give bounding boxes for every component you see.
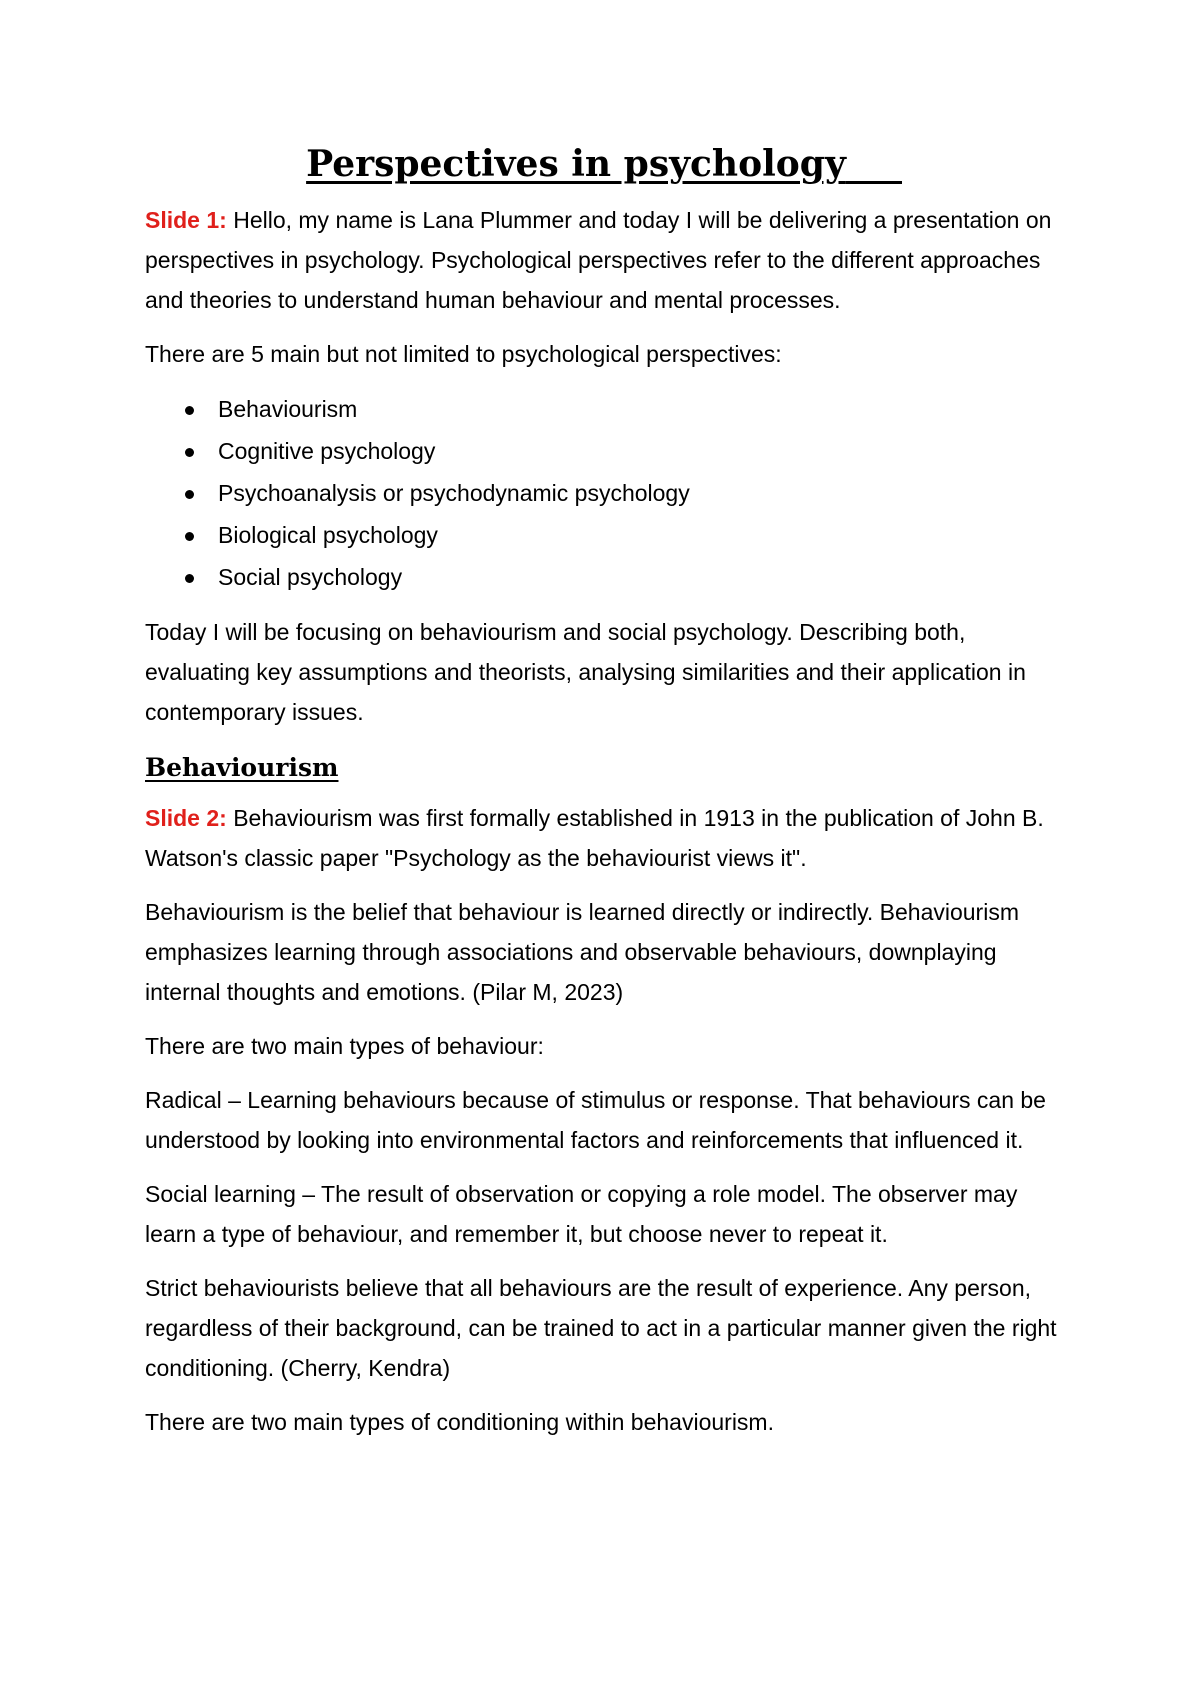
list-item-text: Behaviourism bbox=[218, 396, 358, 422]
behaviourism-heading: Behaviourism bbox=[145, 753, 339, 782]
bullet-icon bbox=[185, 490, 194, 499]
types-intro-paragraph: There are two main types of behaviour: bbox=[145, 1033, 544, 1059]
bullet-icon bbox=[185, 532, 194, 541]
social-learning-paragraph: Social learning – The result of observation or copying a role model. The observer may learn a type of behaviour, and remember it, but choose never to repeat it. bbox=[145, 1181, 1018, 1247]
list-item bbox=[145, 388, 1065, 430]
strict-behaviourists-paragraph: Strict behaviourists believe that all behaviours are the result of experience. Any person, regardless of their background, can be trained to act in a particular manner given the right conditioning. (Cherry, Kendra) bbox=[145, 1275, 1057, 1381]
slide-2-label: Slide 2: bbox=[145, 805, 227, 831]
perspectives-intro: There are 5 main but not limited to psychological perspectives: bbox=[145, 341, 782, 367]
slide-2-text: Behaviourism was first formally established in 1913 in the publication of John B. Watson's classic paper "Psychology as the behaviourist views it". bbox=[145, 805, 1044, 871]
intro-text: Hello, my name is Lana Plummer and today I will be delivering a presentation on perspectives in psychology. Psychological perspectives refer to the different approaches and theories to understand human behaviour and mental processes. bbox=[145, 207, 1052, 313]
focus-paragraph: Today I will be focusing on behaviourism and social psychology. Describing both, evaluating key assumptions and theorists, analysing similarities and their application in contemporary issues. bbox=[145, 619, 1026, 725]
radical-paragraph: Radical – Learning behaviours because of stimulus or response. That behaviours can be understood by looking into environmental factors and reinforcements that influenced it. bbox=[145, 1087, 1046, 1153]
list-item bbox=[145, 472, 1065, 514]
list-item bbox=[145, 430, 1065, 472]
document-title-text: Perspectives in psychology bbox=[306, 143, 846, 185]
list-item-text: Cognitive psychology bbox=[218, 438, 436, 464]
document-body bbox=[145, 140, 1065, 1456]
bullet-icon bbox=[185, 574, 194, 583]
bullet-icon bbox=[185, 406, 194, 415]
list-item-text: Psychoanalysis or psychodynamic psychology bbox=[218, 480, 690, 506]
bullet-icon bbox=[185, 448, 194, 457]
conditioning-intro-paragraph: There are two main types of conditioning within behaviourism. bbox=[145, 1409, 774, 1435]
title-underline-extension bbox=[846, 181, 902, 184]
list-item-text: Biological psychology bbox=[218, 522, 438, 548]
list-item bbox=[145, 556, 1065, 598]
intro-paragraph bbox=[145, 200, 1065, 320]
slide-2-paragraph bbox=[145, 798, 1065, 878]
perspectives-list bbox=[145, 388, 1065, 598]
list-item bbox=[145, 514, 1065, 556]
list-item-text: Social psychology bbox=[218, 564, 403, 590]
slide-1-label: Slide 1: bbox=[145, 207, 227, 233]
document-title bbox=[145, 140, 1065, 188]
belief-paragraph: Behaviourism is the belief that behaviour is learned directly or indirectly. Behaviourism emphasizes learning through associations and observable behaviours, downplaying internal thoughts and emotions. (Pilar M, 2023) bbox=[145, 899, 1019, 1005]
